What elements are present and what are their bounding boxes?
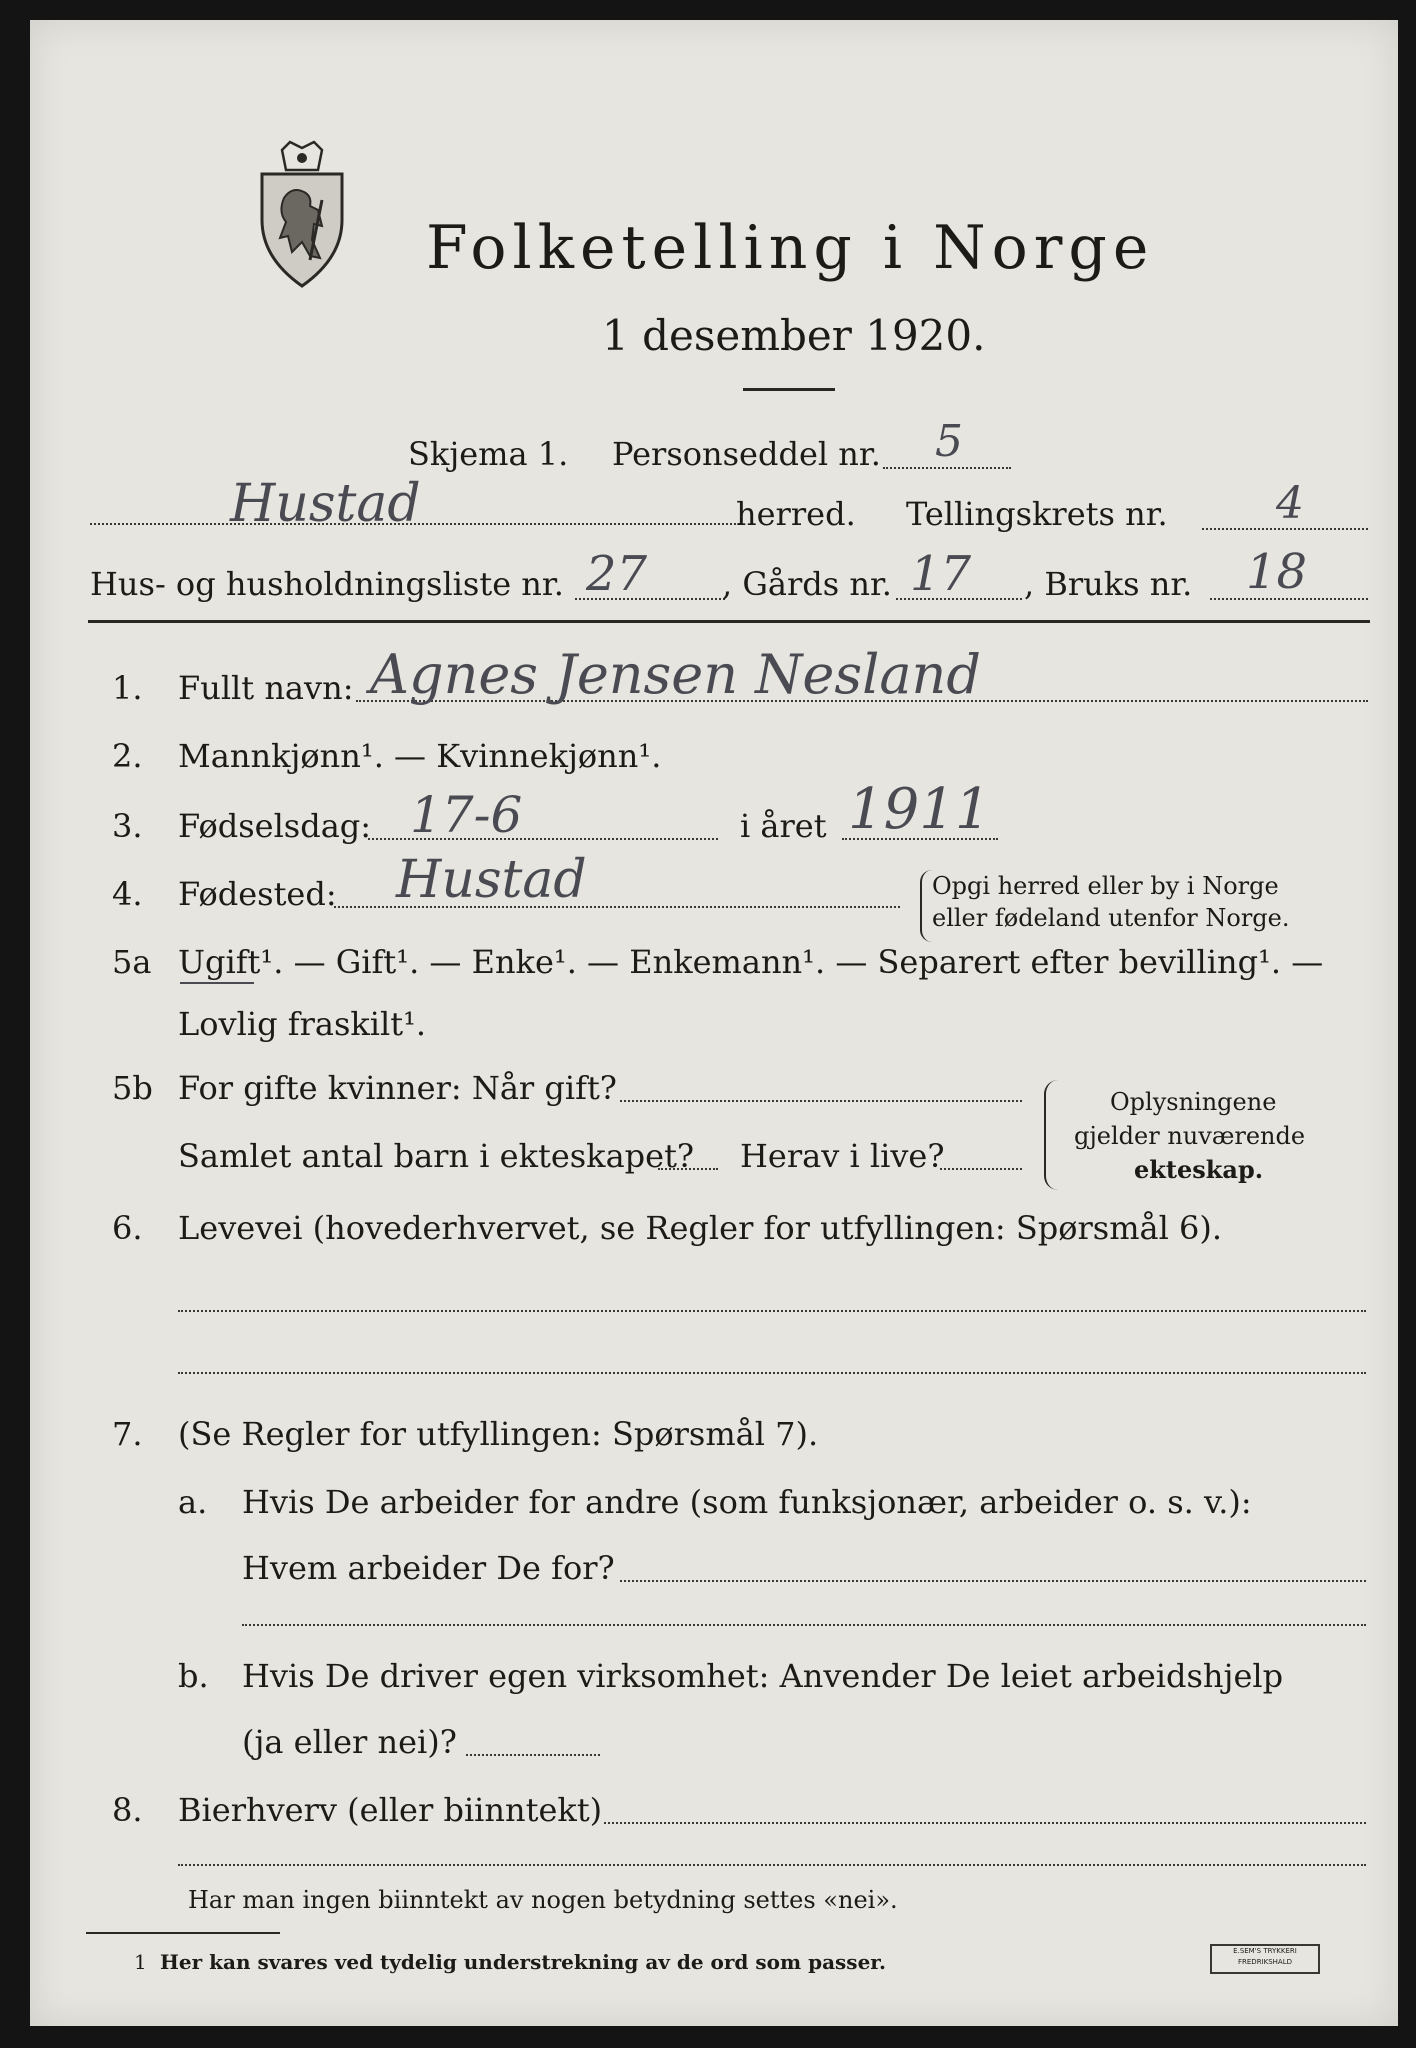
- q7a-line: [620, 1580, 1366, 1582]
- personseddel-value[interactable]: 5: [935, 416, 963, 467]
- q3-year-value[interactable]: 1911: [848, 777, 991, 842]
- q7b-line2: (ja eller nei)?: [242, 1723, 457, 1761]
- gards-value[interactable]: 17: [910, 546, 972, 602]
- q5b-note-brace: [1044, 1080, 1058, 1190]
- q6-line2: [178, 1372, 1366, 1374]
- q8-line: [604, 1822, 1366, 1824]
- q4-note-brace: [920, 870, 932, 942]
- q7-number: 7.: [112, 1415, 143, 1453]
- q3-year-label: i året: [740, 807, 827, 845]
- footnote-number: 1: [134, 1950, 147, 1974]
- q5b-alive-label: Herav i live?: [740, 1137, 945, 1175]
- q5a-number: 5a: [112, 943, 152, 981]
- q5b-note-line3: ekteskap.: [1134, 1155, 1264, 1184]
- printer-stamp-line1: E.SEM'S TRYKKERI: [1233, 1947, 1297, 1955]
- q5b-note-line2: gjelder nuværende: [1074, 1122, 1306, 1150]
- q5a-line2: Lovlig fraskilt¹.: [178, 1005, 427, 1043]
- q4-number: 4.: [112, 875, 143, 913]
- q6-number: 6.: [112, 1209, 143, 1247]
- q2-number: 2.: [112, 737, 143, 775]
- tellingskrets-label: Tellingskrets nr.: [906, 495, 1168, 533]
- q7a-line-extra: [242, 1624, 1366, 1626]
- q7a-line2: Hvem arbeider De for?: [242, 1549, 615, 1587]
- hus-label: Hus- og husholdningsliste nr.: [90, 565, 564, 603]
- q7b-line: [466, 1754, 600, 1756]
- q1-label: Fullt navn:: [178, 669, 354, 707]
- q5b-children-line: [658, 1168, 718, 1170]
- q2-label: Mannkjønn¹. — Kvinnekjønn¹.: [178, 737, 662, 775]
- q8-number: 8.: [112, 1791, 143, 1829]
- q3-number: 3.: [112, 807, 143, 845]
- bruks-label: , Bruks nr.: [1024, 565, 1193, 603]
- hus-value[interactable]: 27: [586, 546, 648, 602]
- q4-note-line1: Opgi herred eller by i Norge: [932, 872, 1279, 900]
- q3-label: Fødselsdag:: [178, 807, 372, 845]
- q3-value[interactable]: 17-6: [410, 786, 523, 844]
- q5a-line1: Ugift¹. — Gift¹. — Enke¹. — Enkemann¹. — Separert efter bevilling¹. —: [178, 943, 1324, 981]
- personseddel-line: [883, 467, 1011, 469]
- q4-label: Fødested:: [178, 875, 337, 913]
- q7b-line1: Hvis De driver egen virksomhet: Anvender De leiet arbeidshjelp: [242, 1657, 1284, 1695]
- q7a-number: a.: [178, 1483, 208, 1521]
- q5b-line1: For gifte kvinner: Når gift?: [178, 1069, 617, 1107]
- header-rule: [88, 620, 1370, 623]
- gards-label: , Gårds nr.: [722, 565, 892, 603]
- form-title: Folketelling i Norge: [426, 213, 1155, 283]
- census-form-paper: [30, 20, 1398, 2026]
- herred-value[interactable]: Hustad: [230, 474, 421, 534]
- q4-note-line2: eller fødeland utenfor Norge.: [932, 904, 1290, 932]
- printer-stamp: [1210, 1944, 1320, 1974]
- q5b-note-line1: Oplysningene: [1110, 1088, 1277, 1116]
- q5b-number: 5b: [112, 1069, 153, 1107]
- footnote-text: Her kan svares ved tydelig understrekning av de ord som passer.: [160, 1950, 886, 1974]
- form-date: 1 desember 1920.: [602, 311, 986, 360]
- q5b-children-label: Samlet antal barn i ekteskapet?: [178, 1137, 695, 1175]
- q1-value[interactable]: Agnes Jensen Nesland: [370, 643, 981, 706]
- bruks-value[interactable]: 18: [1246, 544, 1308, 600]
- skjema-label: Skjema 1.: [408, 435, 569, 473]
- q4-value[interactable]: Hustad: [396, 850, 587, 910]
- tellingskrets-value[interactable]: 4: [1276, 478, 1304, 529]
- q5b-alive-line: [940, 1168, 1022, 1170]
- q6-line1: [178, 1310, 1366, 1312]
- coat-of-arms-icon: [252, 140, 352, 290]
- q1-number: 1.: [112, 669, 143, 707]
- q7b-number: b.: [178, 1657, 209, 1695]
- q7a-line1: Hvis De arbeider for andre (som funksjonær, arbeider o. s. v.):: [242, 1483, 1252, 1521]
- q5b-married-line: [620, 1100, 1022, 1102]
- q8-label: Bierhverv (eller biinntekt): [178, 1791, 603, 1829]
- personseddel-label: Personseddel nr.: [612, 435, 881, 473]
- q8-note: Har man ingen biinntekt av nogen betydning settes «nei».: [188, 1886, 898, 1914]
- title-divider: [743, 388, 835, 391]
- footnote-rule: [86, 1932, 280, 1934]
- q8-line-extra: [178, 1864, 1366, 1866]
- printer-stamp-line2: FREDRIKSHALD: [1237, 1958, 1292, 1966]
- herred-label: herred.: [736, 495, 856, 533]
- q7-label: (Se Regler for utfyllingen: Spørsmål 7).: [178, 1415, 819, 1453]
- ugift-underline: [180, 982, 254, 984]
- q6-label: Levevei (hovederhvervet, se Regler for utfyllingen: Spørsmål 6).: [178, 1209, 1223, 1247]
